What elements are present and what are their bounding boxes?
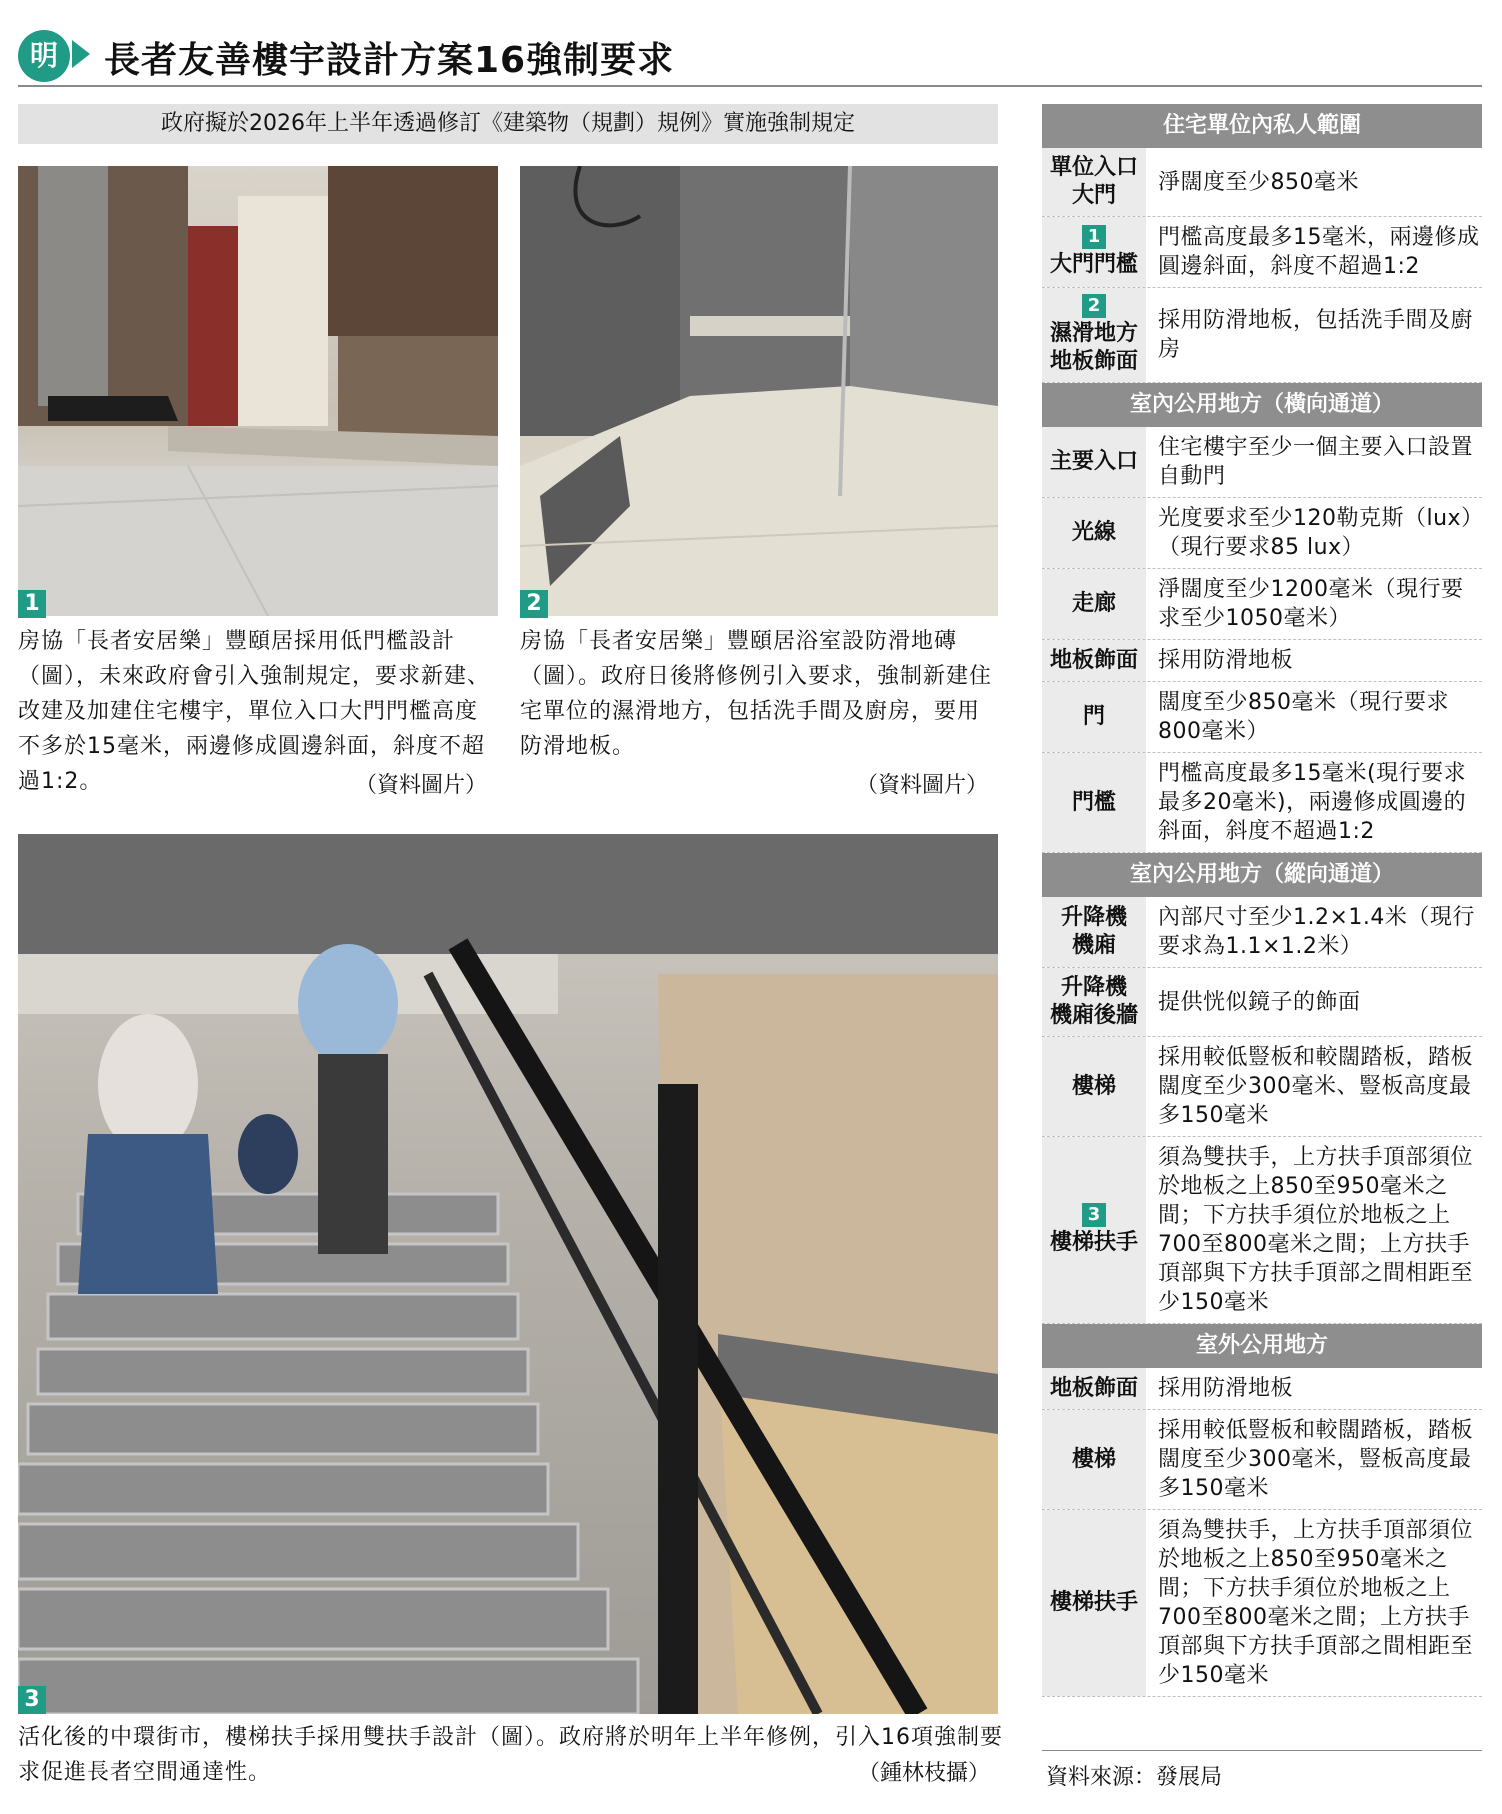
photo-badge-1: 1: [18, 590, 46, 618]
row-value: 闊度至少850毫米（現行要求800毫米）: [1158, 690, 1449, 744]
row-label-line: 光線: [1071, 520, 1116, 545]
header-divider: [18, 85, 1482, 87]
row-label-line: 地板飾面: [1049, 1375, 1138, 1401]
row-label-line: 樓梯扶手: [1049, 1590, 1138, 1615]
photo-double-handrail-stairs-illustration: [18, 834, 998, 1714]
row-label-line: 大門門檻: [1049, 252, 1138, 277]
photo-badge-2: 2: [520, 590, 548, 618]
row-value: 內部尺寸至少1.2×1.4米（現行要求為1.1×1.2米）: [1158, 905, 1475, 959]
row-label: [1042, 1137, 1146, 1323]
row-label: [1042, 498, 1146, 568]
row-number-badge: 1: [1082, 225, 1106, 249]
section-header: 室外公用地方: [1042, 1324, 1482, 1368]
table-row: [1042, 288, 1482, 383]
row-value: 光度要求至少120勒克斯（lux）（現行要求85 lux）: [1158, 506, 1473, 560]
row-label-line: 機廂後牆: [1049, 1003, 1138, 1028]
row-value: 門檻高度最多15毫米(現行要求最多20毫米)，兩邊修成圓邊的斜面，斜度不超過1:2: [1158, 761, 1467, 844]
row-label: [1042, 217, 1146, 287]
row-label-line: 樓梯: [1071, 1073, 1116, 1099]
row-value: 淨闊度至少1200毫米（現行要求至少1050毫米）: [1158, 577, 1464, 631]
row-value: 採用防滑地板: [1158, 648, 1294, 673]
row-value: 採用防滑地板，包括洗手間及廚房: [1158, 308, 1474, 362]
table-row: [1042, 148, 1482, 217]
photo-low-threshold: [18, 166, 498, 616]
subtitle-bar: 政府擬於2026年上半年透過修訂《建築物（規劃）規例》實施強制規定: [18, 104, 998, 144]
row-value: 須為雙扶手，上方扶手頂部須位於地板之上850至950毫米之間；下方扶手須位於地板之上700至800毫米之間；上方扶手頂部與下方扶手頂部之間相距至少150毫米: [1158, 1518, 1474, 1688]
row-value: 採用防滑地板: [1158, 1376, 1294, 1401]
row-label-line: 門檻: [1071, 789, 1116, 815]
row-label-line: 濕滑地方: [1049, 321, 1138, 346]
row-label: [1042, 1510, 1146, 1696]
row-label: [1042, 1368, 1146, 1409]
photo-caption-2: 房協「長者安居樂」豐頤居浴室設防滑地磚（圖）。政府日後將修例引入要求，強制新建住宅單位的濕滑地方，包括洗手間及廚房，要用防滑地板。: [520, 629, 993, 759]
row-label-line: 門: [1082, 704, 1105, 729]
source-divider: [1042, 1750, 1482, 1751]
table-row: [1042, 427, 1482, 498]
row-label-line: 走廊: [1071, 591, 1116, 616]
source-note: 資料來源：發展局: [1046, 1765, 1223, 1790]
row-number-badge: 3: [1082, 1203, 1106, 1227]
header: [18, 28, 1482, 86]
row-value: 採用較低豎板和較闊踏板，踏板闊度至少300毫米，豎板高度最多150毫米: [1158, 1418, 1474, 1501]
newspaper-logo: 明: [18, 30, 70, 82]
photo-caption-3: 活化後的中環街市，樓梯扶手採用雙扶手設計（圖）。政府將於明年上半年修例，引入16項強制要求促進長者空間通達性。: [18, 1725, 1003, 1785]
row-label: [1042, 968, 1146, 1036]
table-row: [1042, 640, 1482, 682]
table-row: [1042, 498, 1482, 569]
photo-credit-2: （資料圖片）: [856, 773, 989, 798]
table-row: [1042, 1137, 1482, 1324]
photo-low-threshold-illustration: [18, 166, 498, 616]
row-label-line: 升降機: [1060, 905, 1127, 930]
section-header: 住宅單位內私人範圍: [1042, 104, 1482, 148]
section-header: 室內公用地方（橫向通道）: [1042, 383, 1482, 427]
row-label: [1042, 148, 1146, 216]
section-header: 室內公用地方（縱向通道）: [1042, 853, 1482, 897]
table-row: [1042, 968, 1482, 1037]
row-value: 須為雙扶手，上方扶手頂部須位於地板之上850至950毫米之間；下方扶手須位於地板之上700至800毫米之間；上方扶手頂部與下方扶手頂部之間相距至少150毫米: [1158, 1145, 1474, 1315]
row-label-line: 大門: [1071, 183, 1116, 208]
requirements-table: [1042, 104, 1482, 1697]
row-label-line: 地板飾面: [1049, 647, 1138, 673]
photo-credit-1: （資料圖片）: [355, 773, 488, 798]
row-label: [1042, 753, 1146, 852]
table-row: [1042, 1510, 1482, 1697]
row-value: 淨闊度至少850毫米: [1158, 169, 1359, 195]
row-label: [1042, 682, 1146, 752]
row-label-line: 主要入口: [1049, 449, 1138, 474]
row-value: 採用較低豎板和較闊踏板，踏板闊度至少300毫米、豎板高度最多150毫米: [1158, 1045, 1474, 1128]
row-label: [1042, 288, 1146, 382]
row-label: [1042, 640, 1146, 681]
row-label: [1042, 1037, 1146, 1136]
photo-double-handrail-stairs: [18, 834, 998, 1714]
row-value: 提供恍似鏡子的飾面: [1158, 989, 1361, 1015]
row-label-line: 樓梯扶手: [1049, 1230, 1138, 1255]
table-row: [1042, 1037, 1482, 1137]
logo-arrow-icon: [72, 40, 90, 68]
row-label-line: 單位入口: [1049, 155, 1138, 180]
photo-badge-3: 3: [18, 1686, 46, 1714]
row-value: 門檻高度最多15毫米，兩邊修成圓邊斜面，斜度不超過1:2: [1158, 225, 1480, 279]
row-label: [1042, 569, 1146, 639]
photo-credit-3: （鍾林枝攝）: [858, 1761, 991, 1786]
row-label-line: 升降機: [1060, 975, 1127, 1000]
row-label-line: 地板飾面: [1049, 349, 1138, 374]
row-label-line: 機廂: [1071, 933, 1116, 958]
row-label: [1042, 1410, 1146, 1509]
page-title: 長者友善樓宇設計方案16強制要求: [104, 40, 675, 81]
row-label: [1042, 897, 1146, 967]
table-row: [1042, 682, 1482, 753]
table-row: [1042, 217, 1482, 288]
photo-antislip-bathroom-illustration: [520, 166, 998, 616]
row-label: [1042, 427, 1146, 497]
table-row: [1042, 1368, 1482, 1410]
row-value: 住宅樓宇至少一個主要入口設置自動門: [1158, 435, 1474, 489]
table-row: [1042, 753, 1482, 853]
table-row: [1042, 569, 1482, 640]
row-label-line: 樓梯: [1071, 1446, 1116, 1472]
table-row: [1042, 1410, 1482, 1510]
table-row: [1042, 897, 1482, 968]
row-number-badge: 2: [1082, 294, 1106, 318]
photo-caption-1: 房協「長者安居樂」豐頤居採用低門檻設計（圖），未來政府會引入強制規定，要求新建、改建及加建住宅樓宇，單位入口大門門檻高度不多於15毫米，兩邊修成圓邊斜面，斜度不超過1:2。: [18, 629, 491, 794]
photo-antislip-bathroom: [520, 166, 998, 616]
